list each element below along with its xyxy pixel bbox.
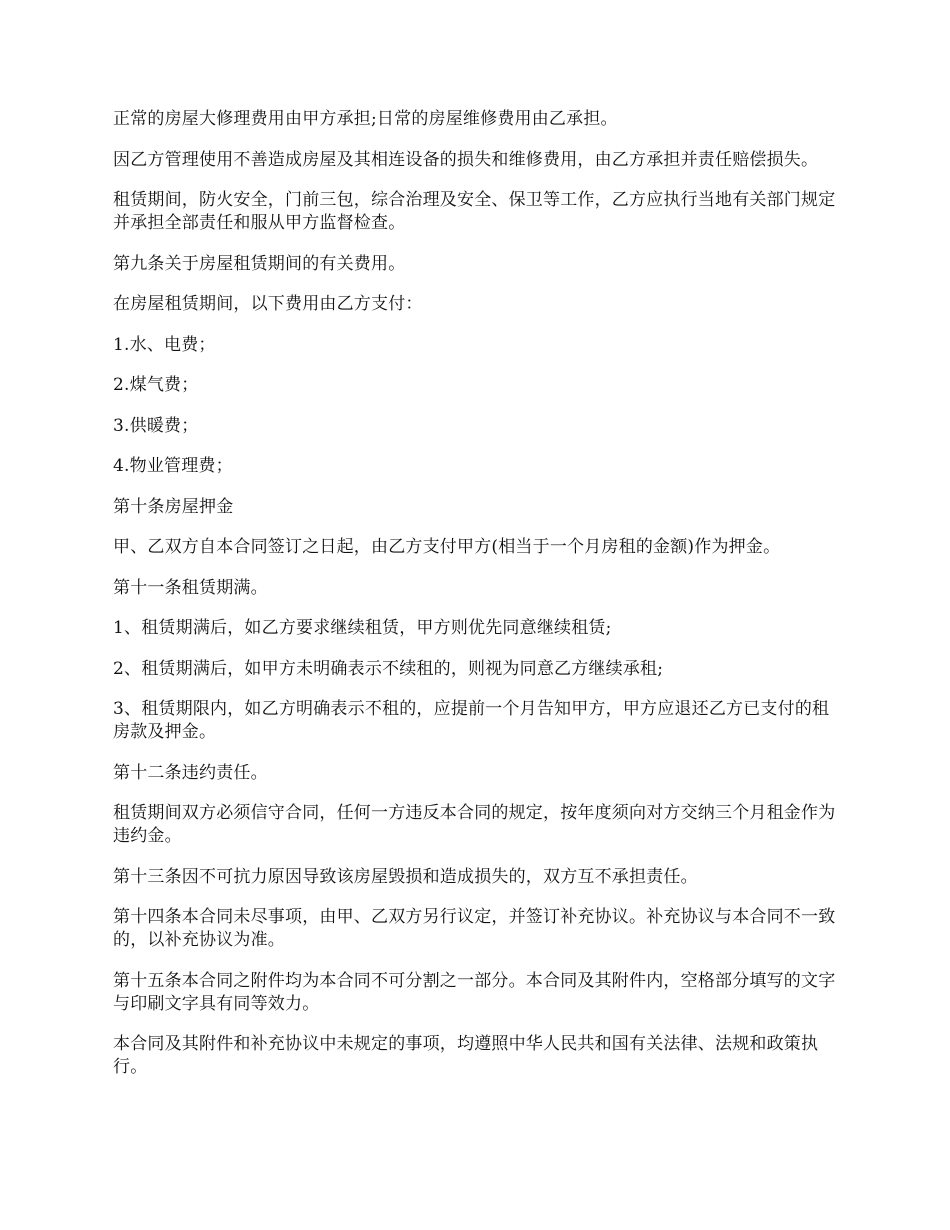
paragraph-damage-liability: 因乙方管理使用不善造成房屋及其相连设备的损失和维修费用，由乙方承担并责任赔偿损失。: [113, 149, 819, 170]
paragraph-breach-penalty: 租赁期间双方必须信守合同，任何一方违反本合同的规定，按年度须向对方交纳三个月租金作为违约金。: [113, 803, 836, 846]
article-14-supplementary: 第十四条本合同未尽事项，由甲、乙双方另行议定，并签订补充协议。补充协议与本合同不一致的，以补充协议为准。: [113, 907, 836, 950]
list-item-property-management: 4.物业管理费；: [113, 456, 233, 476]
paragraph-major-repairs: 正常的房屋大修理费用由甲方承担;日常的房屋维修费用由乙承担。: [113, 109, 618, 129]
document-body: [113, 108, 840, 1097]
list-item-early-termination: 3、租赁期限内，如乙方明确表示不租的，应提前一个月告知甲方，甲方应退还乙方已支付的租房款及押金。: [113, 699, 830, 742]
article-10-heading: 第十条房屋押金: [113, 496, 234, 517]
list-item-auto-renewal: 2、租赁期满后，如甲方未明确表示不续租的，则视为同意乙方继续承租;: [113, 658, 664, 679]
article-9-heading: 第九条关于房屋租赁期间的有关费用。: [113, 253, 406, 274]
article-11-heading: 第十一条租赁期满。: [113, 577, 268, 598]
list-item-heating: 3.供暖费；: [113, 415, 199, 436]
paragraph-fire-safety: 租赁期间，防火安全，门前三包，综合治理及安全、保卫等工作，乙方应执行当地有关部门规定并承担全部责任和服从甲方监督检查。: [113, 190, 836, 233]
paragraph-fees-intro: 在房屋租赁期间，以下费用由乙方支付：: [113, 294, 423, 314]
paragraph-governing-law: 本合同及其附件和补充协议中未规定的事项，均遵照中华人民共和国有关法律、法规和政策执行。: [113, 1034, 819, 1077]
list-item-renewal: 1、租赁期满后，如乙方要求继续租赁，甲方则优先同意继续租赁;: [113, 618, 612, 638]
list-item-water-electricity: 1.水、电费；: [113, 334, 216, 355]
list-item-gas: 2.煤气费；: [113, 375, 199, 395]
article-15-attachments: 第十五条本合同之附件均为本合同不可分割之一部分。本合同及其附件内，空格部分填写的文字与印刷文字具有同等效力。: [113, 970, 836, 1014]
paragraph-deposit: 甲、乙双方自本合同签订之日起，由乙方支付甲方(相当于一个月房租的金额)作为押金。: [113, 537, 781, 557]
article-12-heading: 第十二条违约责任。: [113, 762, 268, 783]
article-13-force-majeure: 第十三条因不可抗力原因导致该房屋毁损和造成损失的，双方互不承担责任。: [113, 866, 698, 887]
